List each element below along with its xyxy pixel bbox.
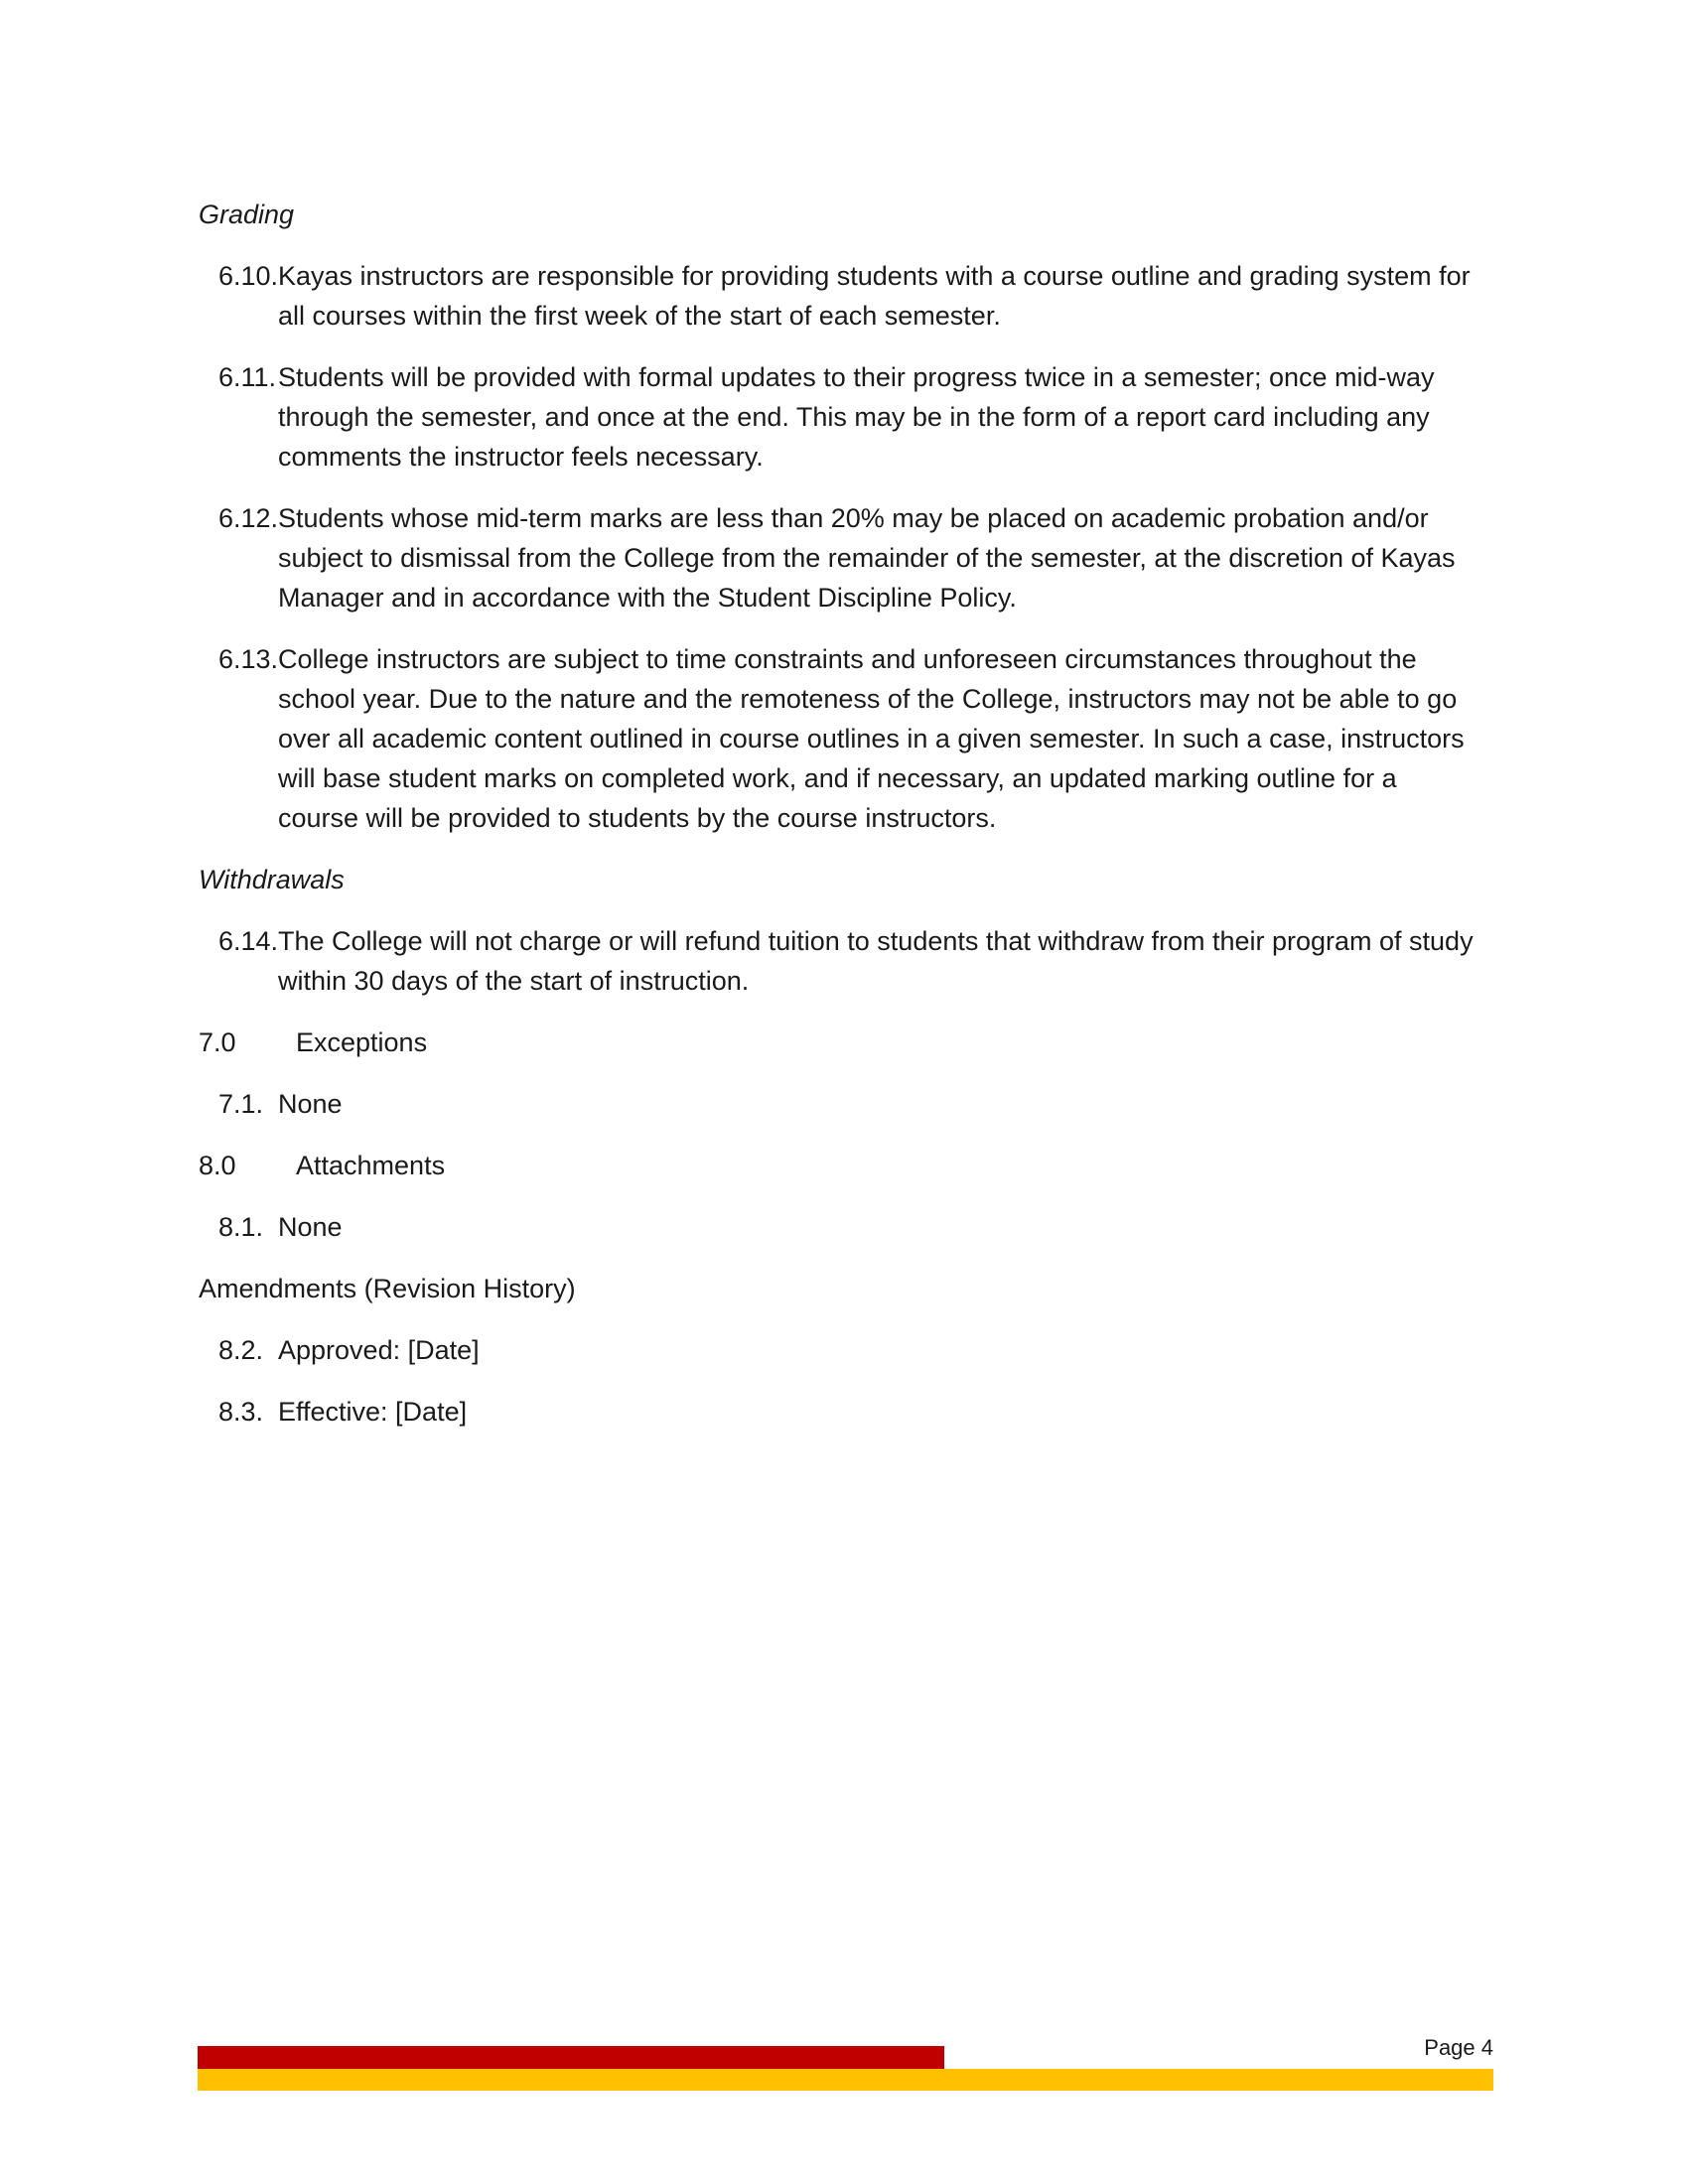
- list-item: [199, 256, 1489, 336]
- list-item: [199, 498, 1489, 617]
- page-content: [199, 195, 1489, 1453]
- section-heading-attachments: [199, 1146, 1489, 1185]
- item-number: 6.10.: [218, 261, 279, 291]
- footer-yellow-bar: [198, 2069, 1493, 2091]
- list-item: [199, 1330, 1489, 1370]
- list-item: [199, 921, 1489, 1001]
- section-title: Attachments: [296, 1151, 446, 1180]
- list-item: [199, 1084, 1489, 1124]
- section-number: 7.0: [199, 1027, 236, 1057]
- item-number: 6.14.: [218, 926, 279, 956]
- page-number: Page 4: [1424, 2035, 1493, 2060]
- item-text: Effective: [Date]: [278, 1397, 468, 1427]
- item-text: Kayas instructors are responsible for providing students with a course outline and grading system for all courses within the first week of the start of each semester.: [278, 261, 1471, 331]
- item-text: Students whose mid-term marks are less than 20% may be placed on academic probation and/or subject to dismissal from the College from the remainder of the semester, at the discretion of Kayas Manager and in accordance with the Student Discipline Policy.: [278, 503, 1456, 613]
- grading-heading: Grading: [199, 200, 295, 229]
- list-item: [199, 357, 1489, 477]
- item-number: 6.12.: [218, 503, 279, 533]
- section-heading-exceptions: [199, 1023, 1489, 1062]
- item-text: None: [278, 1089, 343, 1119]
- section-number: 8.0: [199, 1151, 236, 1180]
- item-text: Students will be provided with formal updates to their progress twice in a semester; once mid-way through the semester, and once at the end. This may be in the form of a report card including any comments the instructor feels necessary.: [278, 362, 1435, 472]
- item-number: 6.11.: [218, 362, 277, 392]
- item-number: 6.13.: [218, 644, 279, 674]
- item-text: Approved: [Date]: [278, 1335, 480, 1365]
- footer-red-bar: [198, 2046, 944, 2069]
- list-item: [199, 1207, 1489, 1247]
- list-item: [199, 639, 1489, 838]
- section-title: Exceptions: [296, 1027, 428, 1057]
- item-number: 8.1.: [218, 1212, 264, 1242]
- amendments-heading: Amendments (Revision History): [199, 1274, 576, 1303]
- item-number: 8.3.: [218, 1397, 264, 1427]
- item-text: None: [278, 1212, 343, 1242]
- item-number: 7.1.: [218, 1089, 264, 1119]
- item-number: 8.2.: [218, 1335, 264, 1365]
- item-text: College instructors are subject to time constraints and unforeseen circumstances throughout the school year. Due to the nature and the remoteness of the College, instructors may not be able to go over all academic content outlined in course outlines in a given semester. In such a case, instructors will base student marks on completed work, and if necessary, an updated marking outline for a course will be provided to students by the course instructors.: [278, 644, 1465, 833]
- withdrawals-heading: Withdrawals: [199, 865, 345, 894]
- item-text: The College will not charge or will refund tuition to students that withdraw from their program of study within 30 days of the start of instruction.: [278, 926, 1474, 996]
- list-item: [199, 1392, 1489, 1432]
